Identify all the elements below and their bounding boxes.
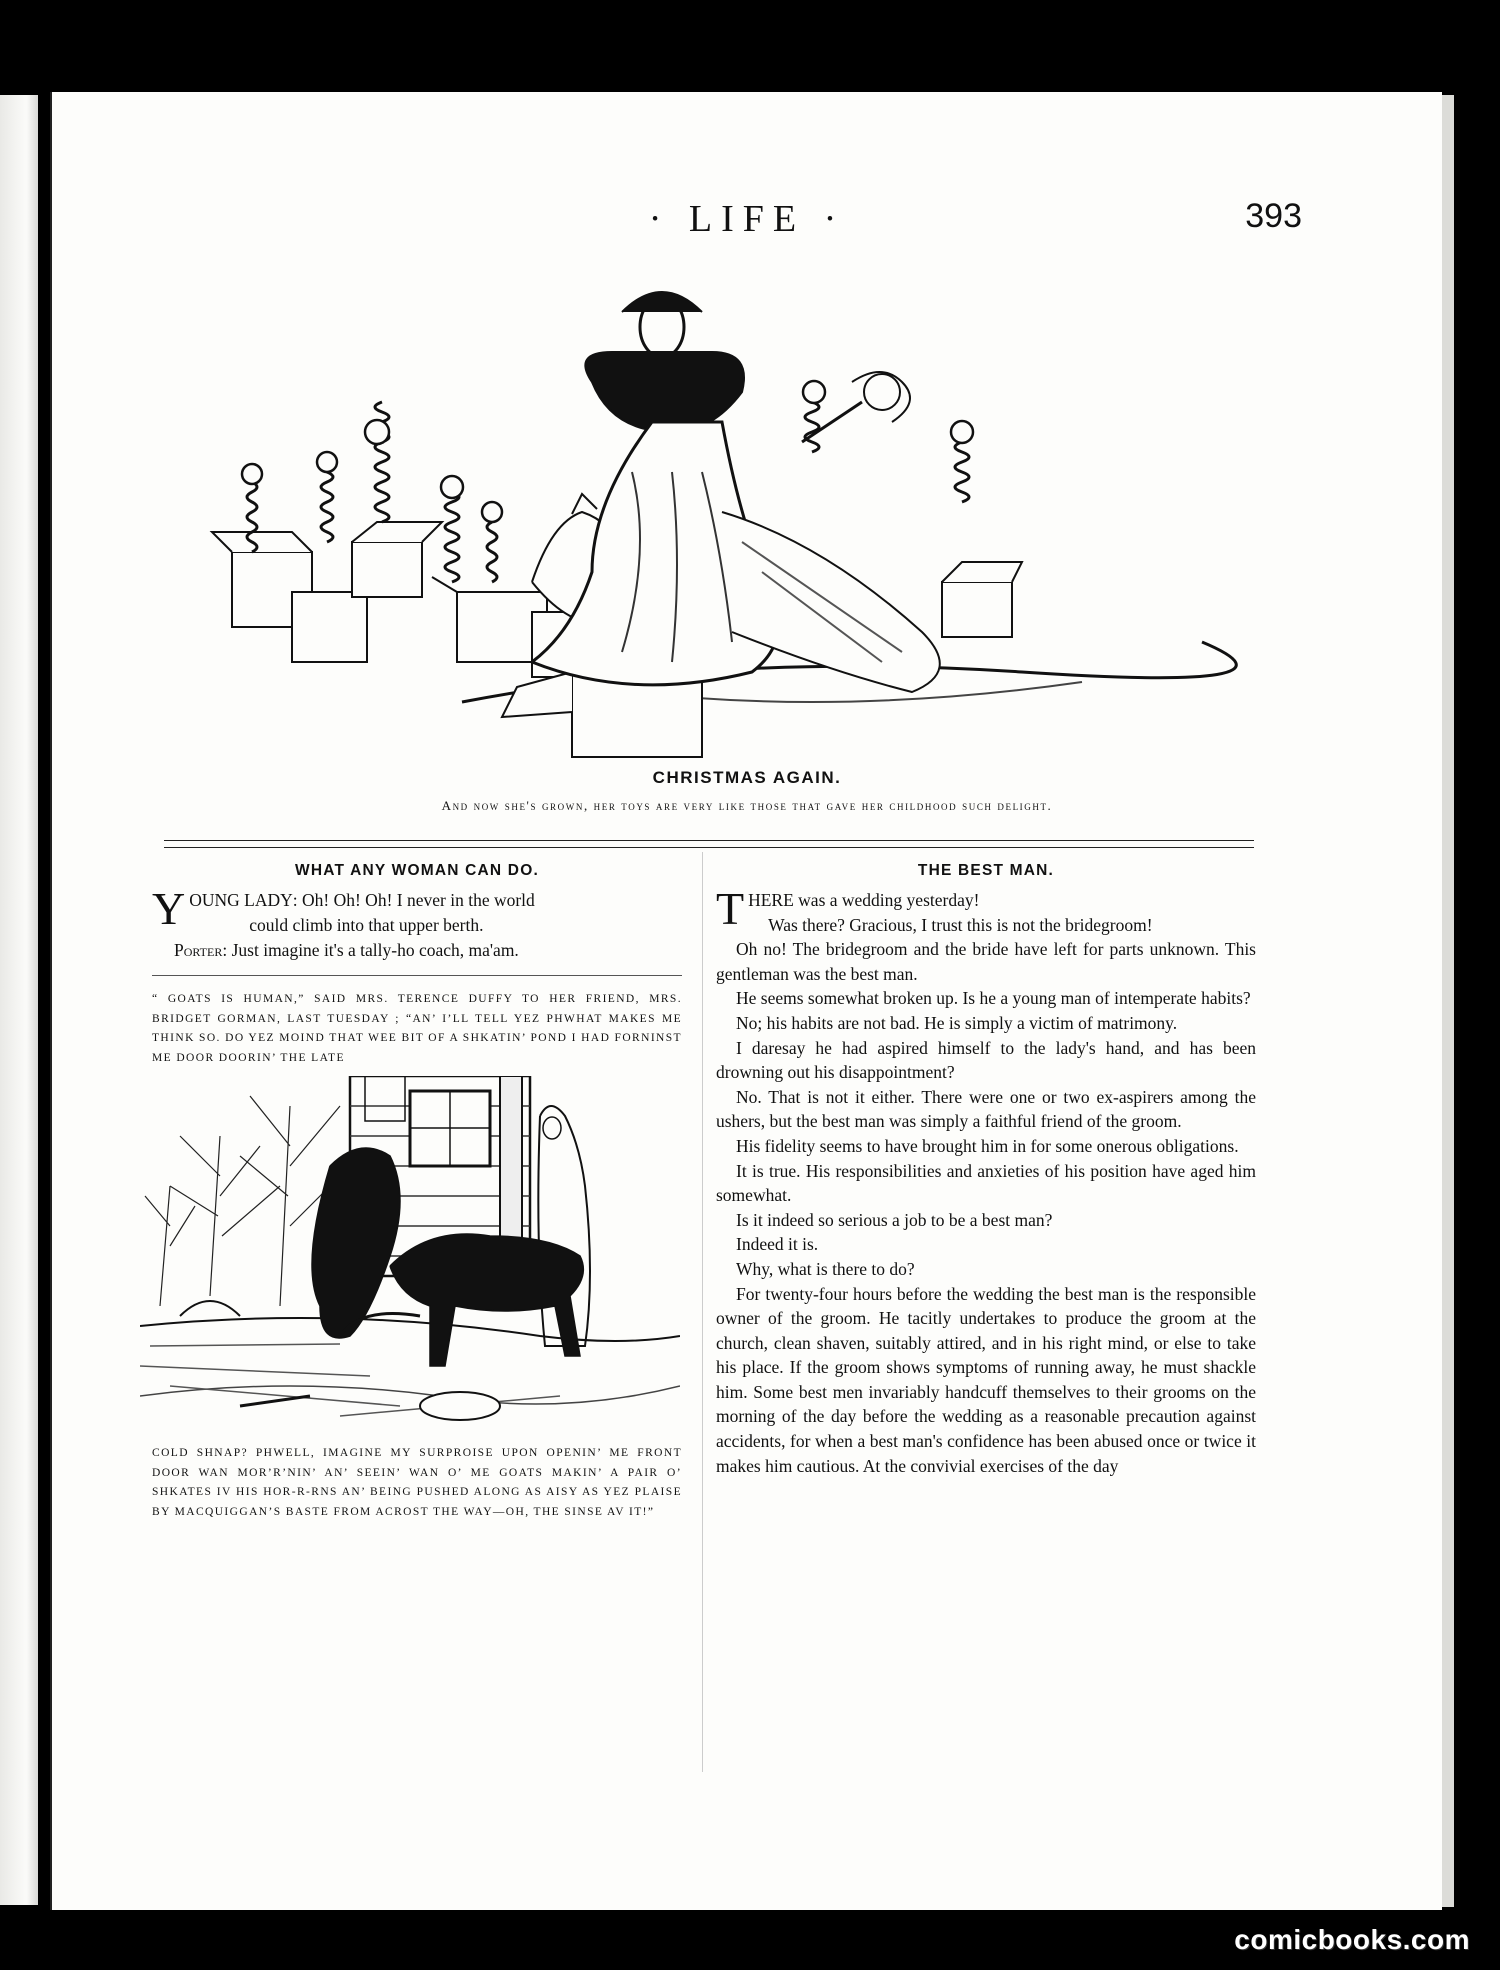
best-man-paragraph-2: Oh no! The bridegroom and the bride have left for parts unknown. This gentleman was the best man. <box>716 939 1256 984</box>
woman-article-body <box>152 883 682 963</box>
illustration-caption-subtitle: And now she's grown, her toys are very like those that gave her childhood such delight. <box>441 798 1053 813</box>
page-number: 393 <box>1245 197 1302 235</box>
best-man-heading: THE BEST MAN. <box>917 862 1055 879</box>
speaker-porter: Porter <box>174 940 223 960</box>
column-divider <box>702 852 703 1772</box>
illustration-caption-title: CHRISTMAS AGAIN. <box>652 768 842 787</box>
christmas-illustration <box>202 252 1252 762</box>
dropcap-t: T <box>716 883 745 934</box>
porter-line: : Just imagine it's a tally-ho coach, ma'am. <box>222 940 519 960</box>
left-column <box>152 862 682 1522</box>
facing-page-edge <box>0 95 38 1905</box>
best-man-paragraph-7: His fidelity seems to have brought him in for some onerous obligations. <box>736 1135 1239 1156</box>
best-man-paragraph-9: Is it indeed so serious a job to be a best man? <box>736 1209 1053 1230</box>
goat-illustration <box>140 1076 680 1434</box>
right-column <box>716 862 1256 1478</box>
magazine-page <box>50 92 1442 1910</box>
best-man-body <box>716 883 1256 1478</box>
best-man-paragraph-4: No; his habits are not bad. He is simply a victim of matrimony. <box>736 1012 1178 1033</box>
page-edge-right <box>1440 95 1454 1907</box>
goats-story-part1: “ GOATS IS HUMAN,” SAID MRS. TERENCE DUFFY TO HER FRIEND, MRS. BRIDGET GORMAN, LAST TUESDAY ; “AN’ I’LL TELL YEZ PHWHAT MAKES ME THINK SO. DO YEZ MOIND THAT WEE BIT OF A SHKATIN’ POND I HAD FORNINST ME DOOR DOORIN’ THE LATE <box>152 993 682 1064</box>
best-man-paragraph-11: Why, what is there to do? <box>736 1258 915 1279</box>
young-lady-line-cont: could climb into that upper berth. <box>249 915 484 935</box>
best-man-paragraph-6: No. That is not it either. There were one or two ex-aspirers among the ushers, but the best man was simply a faithful friend of the groom. <box>716 1086 1256 1132</box>
speaker-young-lady: OUNG LADY <box>189 890 293 910</box>
running-head: · LIFE · <box>648 198 846 240</box>
best-man-paragraph-1: Was there? Gracious, I trust this is not the bridegroom! <box>768 914 1153 935</box>
young-lady-line: : Oh! Oh! Oh! I never in the world <box>292 890 535 910</box>
woman-figure <box>532 292 940 692</box>
best-man-paragraph-10: Indeed it is. <box>736 1234 819 1255</box>
goat-one <box>312 1148 400 1338</box>
best-man-paragraph-12: For twenty-four hours before the wedding the best man is the responsible owner of the groom. He tacitly undertakes to produce the groom at the church, clean shaven, suitably attired, and in his right mind, or else to take his place. If the groom shows symptoms of running away, he must shackle him. Some best men invariably handcuff themselves to their grooms on the morning of the day before the wedding as a reasonable precaution against accidents, for when a best man's confidence has been abused once or twice it makes him cautious. At the convivial exercises of the day <box>716 1283 1256 1476</box>
watermark-logo: comicbooks.com <box>1234 1924 1470 1955</box>
goats-story-part2: COLD SHNAP? PHWELL, IMAGINE MY SURPROISE UPON OPENIN’ ME FRONT DOOR WAN MOR’R’NIN’ AN’ SEEIN’ WAN O’ ME GOATS MAKIN’ A PAIR O’ SHKATES IV HIS HOR-R-RNS AN’ BEING PUSHED ALONG AS AISY AS YEZ PLAISE BY MACQUIGGAN’S BASTE FROM ACROST THE WAY—OH, THE SINSE AV IT!” <box>152 1447 682 1518</box>
best-man-paragraph-3: He seems somewhat broken up. Is he a young man of intemperate habits? <box>736 988 1251 1009</box>
dropcap-y: Y <box>152 883 186 934</box>
woman-article-heading: WHAT ANY WOMAN CAN DO. <box>295 862 539 879</box>
best-man-paragraph-0: THERE was a wedding yesterday! <box>716 883 980 934</box>
section-divider <box>164 840 1254 848</box>
column-rule <box>152 975 682 976</box>
best-man-paragraph-5: I daresay he had aspired himself to the lady's hand, and has been drowning out his disappointment? <box>716 1037 1256 1083</box>
best-man-paragraph-8: It is true. His responsibilities and anxieties of his position have aged him somewhat. <box>716 1160 1256 1206</box>
